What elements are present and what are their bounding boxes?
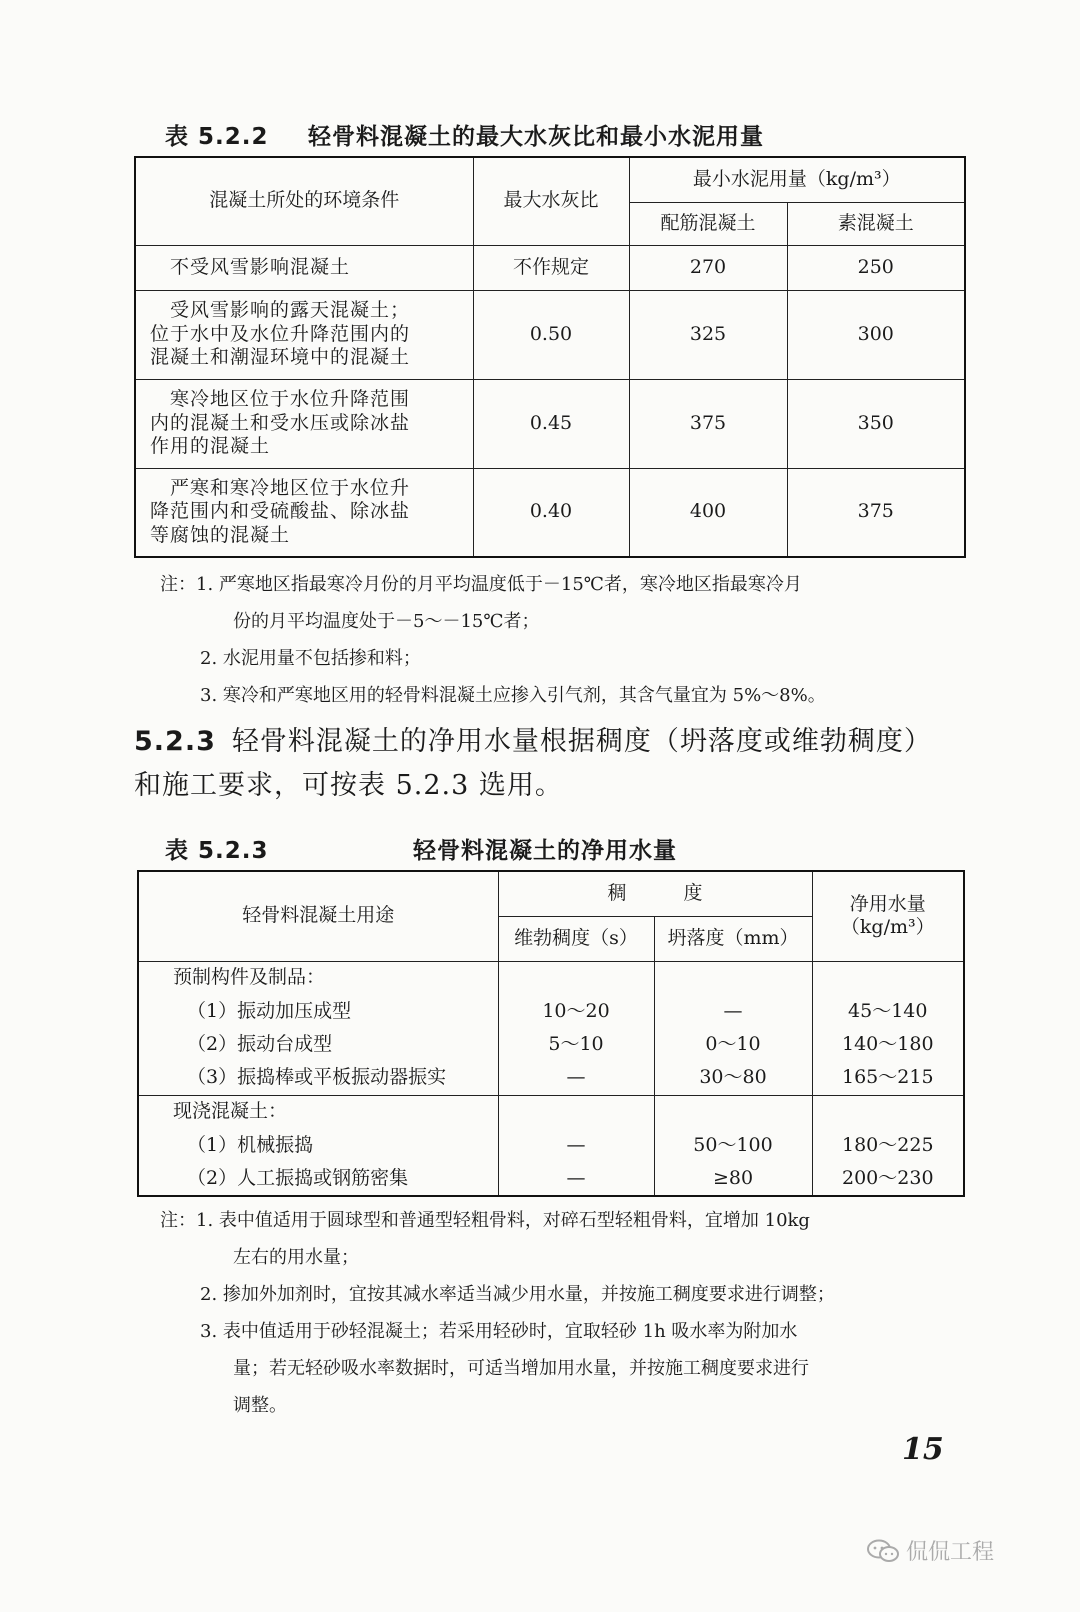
table2-cell-slump: 30～80 [654, 1061, 812, 1095]
table2-cell-use: （1）机械振捣 [138, 1129, 498, 1162]
section-paragraph [134, 720, 932, 808]
table2-cell-slump: ≥80 [654, 1162, 812, 1196]
table1-cell-reinforced: 325 [629, 290, 787, 379]
table2-label: 表 5.2.3 [165, 838, 269, 864]
table2-cell-vebe: 10～20 [498, 995, 654, 1028]
env-line: 严寒和寒冷地区位于水位升 [170, 476, 411, 499]
table-row [138, 961, 964, 995]
table1-header-env: 混凝土所处的环境条件 [135, 157, 473, 245]
table1-cell-wc: 0.50 [473, 290, 629, 379]
table2-header-consistency: 稠 度 [498, 871, 812, 916]
table-row [135, 379, 965, 468]
env-line: 混凝土和潮湿环境中的混凝土 [150, 346, 411, 369]
table1-notes [160, 566, 826, 714]
table2-cell-use: （2）人工振捣或钢筋密集 [138, 1162, 498, 1196]
table1-cell-plain: 300 [787, 290, 965, 379]
table2-cell-slump: — [654, 995, 812, 1028]
page-number: 15 [902, 1432, 944, 1467]
table1-cell-wc: 不作规定 [473, 245, 629, 290]
paragraph-line: 和施工要求，可按表 5.2.3 选用。 [134, 770, 563, 801]
table2-cell-water: 140～180 [812, 1028, 964, 1061]
note-line: 2. 掺加外加剂时，宜按其减水率适当减少用水量，并按施工稠度要求进行调整； [200, 1284, 835, 1305]
note-line: 调整。 [233, 1395, 287, 1416]
table1-label: 表 5.2.2 [165, 124, 269, 150]
note-line: 注：1. 严寒地区指最寒冷月份的月平均温度低于－15℃者，寒冷地区指最寒冷月 [160, 574, 802, 595]
env-line: 等腐蚀的混凝土 [150, 524, 291, 547]
note-line: 注：1. 表中值适用于圆球型和普通型轻粗骨料，对碎石型轻粗骨料，宜增加 10kg [160, 1210, 810, 1231]
table2-caption [165, 832, 677, 865]
table1-header-max-wc: 最大水灰比 [473, 157, 629, 245]
table1-cell-reinforced: 375 [629, 379, 787, 468]
water-header-unit: （kg/m³） [840, 916, 935, 939]
note-line: 3. 表中值适用于砂轻混凝土；若采用轻砂时，宜取轻砂 1h 吸水率为附加水 [200, 1321, 798, 1342]
table1-cell-wc: 0.40 [473, 468, 629, 557]
watermark [866, 1535, 994, 1566]
paragraph-line: 轻骨料混凝土的净用水量根据稠度（坍落度或维勃稠度） [231, 726, 932, 757]
env-line: 作用的混凝土 [150, 435, 271, 458]
table1-cell-plain: 375 [787, 468, 965, 557]
table2-cell-vebe: — [498, 1061, 654, 1095]
table1 [134, 156, 966, 558]
watermark-text: 侃侃工程 [906, 1540, 995, 1565]
table2-cell-water: 165～215 [812, 1061, 964, 1095]
table2-header-slump: 坍落度（mm） [654, 916, 812, 961]
table1-cell-reinforced: 400 [629, 468, 787, 557]
table2-cell-water: 200～230 [812, 1162, 964, 1196]
table1-cell-plain: 350 [787, 379, 965, 468]
table-row [138, 1061, 964, 1095]
table2-notes [160, 1202, 835, 1424]
table-row [138, 1095, 964, 1129]
table-row [135, 245, 965, 290]
table1-cell-plain: 250 [787, 245, 965, 290]
table1-header-min-cement: 最小水泥用量（kg/m³） [629, 157, 965, 202]
table2-header-water [812, 871, 964, 961]
table-row [138, 995, 964, 1028]
note-line: 量；若无轻砂吸水率数据时，可适当增加用水量，并按施工稠度要求进行 [233, 1358, 809, 1379]
table2-cell-water: 45～140 [812, 995, 964, 1028]
env-line: 受风雪影响的露天混凝土； [170, 298, 411, 321]
env-line: 不受风雪影响混凝土 [170, 255, 351, 278]
table1-cell-env [135, 245, 473, 290]
table2-header-vebe: 维勃稠度（s） [498, 916, 654, 961]
table1-header-reinforced: 配筋混凝土 [629, 202, 787, 245]
water-header-label: 净用水量 [849, 892, 926, 915]
table2-cell-use: （2）振动台成型 [138, 1028, 498, 1061]
table2-cell-use: （1）振动加压成型 [138, 995, 498, 1028]
table2-cell-vebe: — [498, 1129, 654, 1162]
table2-cell-water: 180～225 [812, 1129, 964, 1162]
note-line: 份的月平均温度处于－5～－15℃者； [233, 611, 540, 632]
table2 [137, 870, 965, 1197]
table2-group-name: 预制构件及制品： [138, 961, 498, 995]
table2-cell-vebe: 5～10 [498, 1028, 654, 1061]
note-line: 左右的用水量； [233, 1247, 359, 1268]
env-line: 寒冷地区位于水位升降范围 [170, 387, 411, 410]
table1-caption [165, 118, 764, 151]
table-row [135, 290, 965, 379]
env-line: 降范围内和受硫酸盐、除冰盐 [150, 500, 411, 523]
table2-cell-vebe: — [498, 1162, 654, 1196]
table1-cell-env [135, 290, 473, 379]
wechat-icon [866, 1539, 900, 1563]
table-row [138, 1028, 964, 1061]
table-row [138, 1162, 964, 1196]
table-row [135, 468, 965, 557]
env-line: 内的混凝土和受水压或除冰盐 [150, 411, 411, 434]
table1-cell-reinforced: 270 [629, 245, 787, 290]
table2-cell-slump: 50～100 [654, 1129, 812, 1162]
table-row [138, 1129, 964, 1162]
table1-header-plain: 素混凝土 [787, 202, 965, 245]
section-number: 5.2.3 [134, 726, 216, 757]
table1-title: 轻骨料混凝土的最大水灰比和最小水泥用量 [308, 124, 764, 150]
table1-cell-env [135, 379, 473, 468]
table2-group-name: 现浇混凝土： [138, 1095, 498, 1129]
env-line: 位于水中及水位升降范围内的 [150, 322, 411, 345]
note-line: 2. 水泥用量不包括掺和料； [200, 648, 421, 669]
note-line: 3. 寒冷和严寒地区用的轻骨料混凝土应掺入引气剂，其含气量宜为 5%～8%。 [200, 685, 826, 706]
table1-cell-env [135, 468, 473, 557]
table2-header-use: 轻骨料混凝土用途 [138, 871, 498, 961]
table2-cell-use: （3）振捣棒或平板振动器振实 [138, 1061, 498, 1095]
table2-title: 轻骨料混凝土的净用水量 [413, 838, 677, 864]
table2-cell-slump: 0～10 [654, 1028, 812, 1061]
table1-cell-wc: 0.45 [473, 379, 629, 468]
